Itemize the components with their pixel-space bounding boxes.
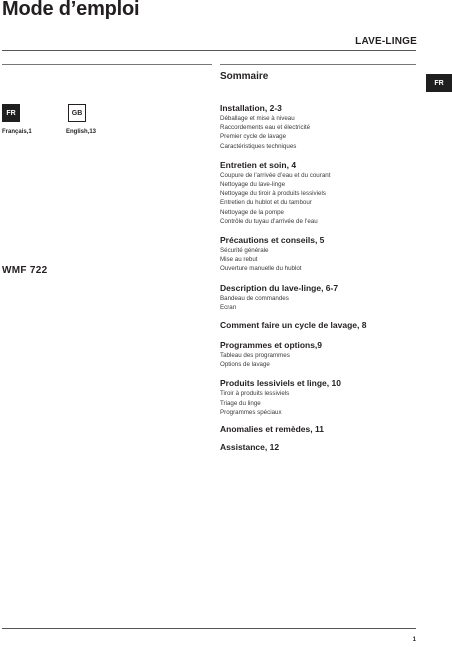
toc-subitem: Raccordements eau et électricité bbox=[220, 124, 311, 132]
toc-section bbox=[220, 340, 420, 369]
toc-subitem: Nettoyage de la pompe bbox=[220, 208, 284, 216]
divider-left bbox=[2, 64, 212, 65]
toc-section-title: Installation, 2-3 bbox=[220, 103, 282, 113]
toc-section bbox=[220, 320, 420, 331]
toc-subitem: Tiroir à produits lessiviels bbox=[220, 390, 290, 398]
toc-subitem: Sécurité générale bbox=[220, 247, 269, 255]
language-caption-gb: English,13 bbox=[66, 129, 97, 135]
toc-subitem: Options de lavage bbox=[220, 361, 270, 369]
language-caption-fr: Français,1 bbox=[2, 129, 32, 135]
toc-section-title: Description du lave-linge, 6-7 bbox=[220, 282, 339, 293]
toc-section-title: Produits lessiviels et linge, 10 bbox=[220, 378, 341, 389]
language-box-fr: FR bbox=[2, 104, 20, 122]
toc-subitem: Déballage et mise à niveau bbox=[220, 115, 295, 122]
toc-subitem: Contrôle du tuyau d’arrivée de l’eau bbox=[220, 217, 318, 225]
toc-section-title: Anomalies et remèdes, 11 bbox=[220, 424, 324, 435]
toc-subitem: Ecran bbox=[220, 303, 237, 311]
toc-sections bbox=[220, 103, 420, 453]
toc-subitem: Coupure de l’arrivée d’eau et du courant bbox=[220, 171, 331, 179]
toc-subitem: Bandeau de commandes bbox=[220, 294, 289, 302]
language-box-gb: GB bbox=[68, 104, 86, 122]
toc-section bbox=[220, 283, 420, 312]
toc-subitem: Mise au rebut bbox=[220, 256, 258, 264]
language-side-tab: FR bbox=[426, 74, 452, 92]
table-of-contents bbox=[220, 70, 420, 453]
toc-subitem: Programmes spéciaux bbox=[220, 408, 282, 416]
toc-section-title: Comment faire un cycle de lavage, 8 bbox=[220, 320, 367, 331]
page-number: 1 bbox=[412, 637, 416, 643]
header-rule bbox=[2, 50, 416, 51]
toc-subitem: Entretien du hublot et du tambour bbox=[220, 199, 312, 207]
toc-section bbox=[220, 378, 420, 417]
model-number: WMF 722 bbox=[2, 265, 48, 276]
toc-section bbox=[220, 442, 420, 453]
toc-subitem: Nettoyage du tiroir à produits lessiviels bbox=[220, 190, 326, 198]
toc-section bbox=[220, 424, 420, 435]
divider-middle bbox=[220, 64, 416, 65]
product-type: LAVE-LINGE bbox=[355, 36, 417, 47]
toc-subitem: Tableau des programmes bbox=[220, 352, 290, 360]
toc-subitem: Ouverture manuelle du hublot bbox=[220, 265, 302, 273]
toc-heading: Sommaire bbox=[220, 71, 269, 82]
toc-subitem: Caractéristiques techniques bbox=[220, 142, 297, 150]
footer-rule bbox=[2, 628, 416, 629]
toc-subitem: Premier cycle de lavage bbox=[220, 133, 287, 141]
toc-section-title: Programmes et options,9 bbox=[220, 340, 323, 351]
toc-section-title: Assistance, 12 bbox=[220, 442, 280, 453]
toc-subitem: Nettoyage du lave-linge bbox=[220, 181, 286, 189]
toc-subitem: Triage du linge bbox=[220, 399, 261, 407]
page-title: Mode d’emploi bbox=[2, 0, 140, 20]
toc-section bbox=[220, 160, 420, 226]
toc-section-title: Précautions et conseils, 5 bbox=[220, 235, 325, 246]
toc-section-title: Entretien et soin, 4 bbox=[220, 159, 297, 170]
toc-section bbox=[220, 103, 420, 151]
toc-section bbox=[220, 235, 420, 274]
